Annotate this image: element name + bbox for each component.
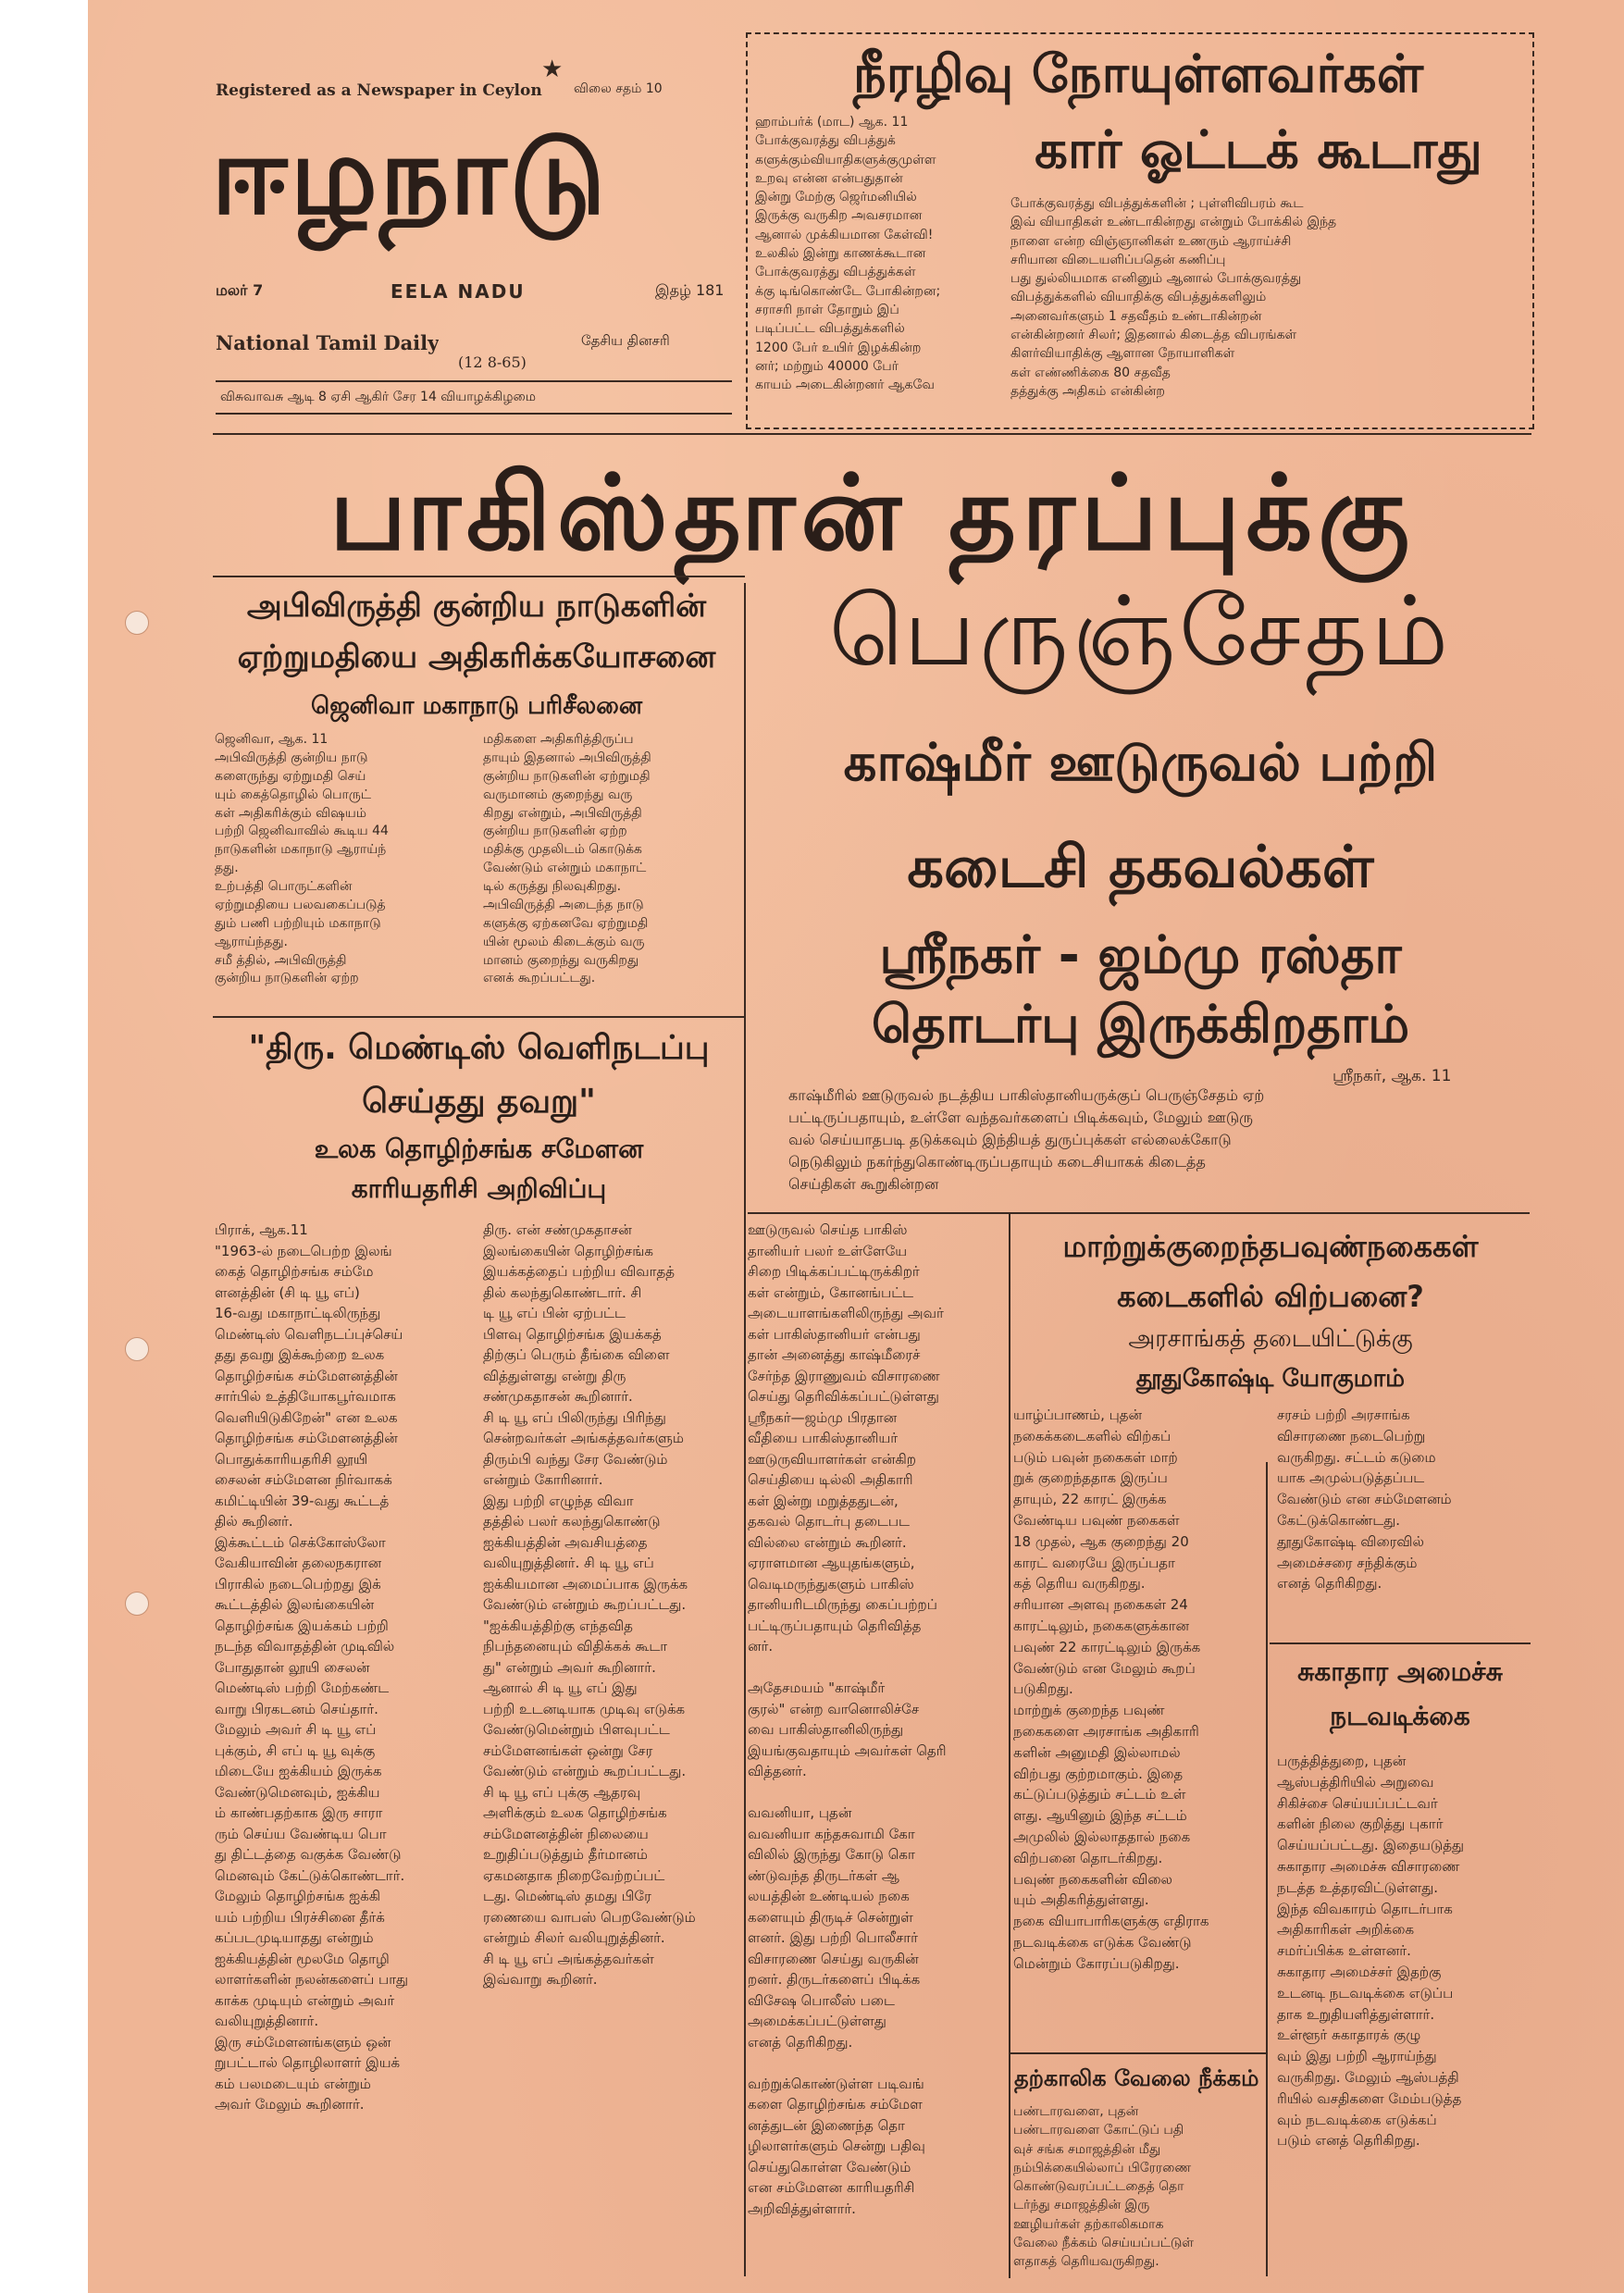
banner-subhead: காஷ்மீர் ஊடுருவல் பற்றி xyxy=(843,733,1438,793)
section-rule xyxy=(748,1212,1530,1214)
left-story-2-headline: செய்தது தவறு" xyxy=(362,1083,596,1121)
left-story-1-body: ஜெனிவா, ஆக. 11 அபிவிருத்தி குன்றிய நாடு களைருந்து ஏற்றுமதி செய் யும் கைத்தொழில் பொருட் கள் அதிகரிக்கும் விஷயம் பற்றி ஜெனிவாவில் கூடிய 44 நாடுகளின் மகாநாடு ஆராய்ந் தது. உற்பத்தி பொருட்களின் ஏற்றுமதியை பலவகைப்படுத் தும் பணி பற்றியும் மகாநாடு ஆராய்ந்தது. சமீ த்தில், அபிவிருத்தி குன்றிய நாடுகளின் ஏற்ற xyxy=(215,732,389,986)
masthead-dateline: விசுவாவசு ஆடி 8 ஏசி ஆகிர் சேர 14 வியாழக்கிழமை xyxy=(220,390,537,404)
banner-dateline: ஸ்ரீநகர், ஆக. 11 xyxy=(1333,1067,1452,1085)
masthead-title: ஈழநாடு xyxy=(211,116,608,239)
right-story-1-headline: கடைகளில் விற்பனை? xyxy=(1117,1279,1424,1314)
left-story-1-headline: அபிவிருத்தி குன்றிய நாடுகளின் xyxy=(246,588,707,625)
left-story-2-headline: "திரு. மெண்டிஸ் வெளிநடப்பு xyxy=(248,1029,710,1067)
top-story-body: ஹாம்பர்க் (மாட) ஆக. 11 போக்குவரத்து விபத்துக் களுக்கும்வியாதிகளுக்குமுள்ள உறவு என்ன என்பதுதான் இன்று மேற்கு ஜெர்மனியில் இருக்கு வருகிற அவசரமான ஆனால் முக்கியமான கேள்வி! உலகில் இன்று காணக்கூடான போக்குவரத்து விபத்துக்கள் க்கு டிங்கொண்டே போகின்றன; சராசரி நாள் தோறும் இப் படிப்பட்ட விபத்துக்களில் 1200 பேர் உயிர் இழக்கின்ற னர்; மற்றும் 40000 பேர் காயம் அடைகின்றனர் ஆகவே xyxy=(755,115,941,393)
section-rule xyxy=(213,576,745,577)
left-story-2-subhead: உலக தொழிற்சங்க சமேளன xyxy=(314,1134,644,1164)
right-story-1-headline: மாற்றுக்குறைந்தபவுண்நகைகள் xyxy=(1062,1229,1479,1264)
section-rule xyxy=(1010,2052,1268,2054)
column-rule xyxy=(744,583,746,2276)
section-rule xyxy=(213,1016,745,1018)
top-story-body: போக்குவரத்து விபத்துக்களின் ; புள்ளிவிபரம் கூட இவ் வியாதிகள் உண்டாகின்றது என்றும் போக்கில் இந்த நாளை என்ற விஞ்ஞானிகள் உணரும் ஆராய்ச்சி சரியான விடையளிப்பதென் கணிப்பு பது துல்லியமாக எனினும் ஆனால் போக்குவரத்து விபத்துக்களில் வியாதிக்கு விபத்துக்களிலும் அனைவர்களும் 1 சதவீதம் உண்டாகின்றன் என்கின்றனர் சிலர்; இதனால் கிடைத்த விபரங்கள் கிளர்வியாதிக்கு ஆளான நோயாளிகள் கள் எண்ணிக்கை 80 சதவீத தத்துக்கு அதிகம் என்கின்ற xyxy=(1010,196,1337,399)
punch-hole xyxy=(125,1337,149,1361)
left-story-1-headline: ஏற்றுமதியை அதிகரிக்கயோசனை xyxy=(237,638,716,676)
left-story-2-body: திரு. என் சண்முகதாசன் இலங்கையின் தொழிற்சங்க இயக்கத்தைப் பற்றிய விவாதத் தில் கலந்துகொண்டார். சி டி யூ எப் பின் ஏற்பட்ட பிளவு தொழிற்சங்க இயக்கத் திற்குப் பெரும் தீங்கை விளை வித்துள்ளது என்று திரு சண்முகதாசன் கூறினார். சி டி யூ எப் பிலிருந்து பிரிந்து சென்றவர்கள் அங்கத்தவர்களும் திரும்பி வந்து சேர வேண்டும் என்றும் கோரினார். இது பற்றி எழுந்த விவா தத்தில் பலர் கலந்துகொண்டு ஐக்கியத்தின் அவசியத்தை வலியுறுத்தினர். சி டி யூ எப் ஐக்கியமான அமைப்பாக இருக்க வேண்டும் என்றும் கூறப்பட்டது. "ஐக்கியத்திற்கு எந்தவித நிபந்தனையும் விதிக்கக் கூடா து" என்றும் அவர் கூறினார். ஆனால் சி டி யூ எப் இது பற்றி உடனடியாக முடிவு எடுக்க வேண்டுமென்றும் பிளவுபட்ட சம்மேளனங்கள் ஒன்று சேர வேண்டும் என்றும் கூறப்பட்டது. சி டி யூ எப் புக்கு ஆதரவு அளிக்கும் உலக தொழிற்சங்க சம்மேளனத்தின் நிலையை உறுதிப்படுத்தும் தீர்மானம் ஏகமனதாக நிறைவேற்றப்பட் டது. மெண்டிஸ் தமது பிரே ரணையை வாபஸ் பெறவேண்டும் என்றும் சிலர் வலியுறுத்தினர். சி டி யூ எப் அங்கத்தவர்கள் இவ்வாறு கூறினர். xyxy=(483,1221,696,1988)
main-banner-headline: பாகிஸ்தான் தரப்புக்கு xyxy=(329,453,1416,574)
right-story-1-body: யாழ்ப்பாணம், புதன் நகைக்கடைகளில் விற்கப் படும் பவுன் நகைகள் மாற் றுக் குறைந்ததாக இருப்ப தாயும், 22 காரட் இருக்க வேண்டிய பவுண் நகைகள் 18 முதல், ஆக குறைந்து 20 காரட் வரையே இருப்பதா கத் தெரிய வருகிறது. சரியான அளவு நகைகள் 24 காரட்டிலும், நகைகளுக்கான பவுண் 22 காரட்டிலும் இருக்க வேண்டும் என மேலும் கூறப் படுகிறது. மாற்றுக் குறைந்த பவுண் நகைகளை அரசாங்க அதிகாரி களின் அனுமதி இல்லாமல் விற்பது குற்றமாகும். இதை கட்டுப்படுத்தும் சட்டம் உள் ளது. ஆயினும் இந்த சட்டம் அமுலில் இல்லாததால் நகை விற்பனை தொடர்கிறது. பவுண் நகைகளின் விலை யும் அதிகரித்துள்ளது. நகை வியாபாரிகளுக்கு எதிராக நடவடிக்கை எடுக்க வேண்டு மென்றும் கோரப்படுகிறது. xyxy=(1013,1407,1209,1972)
main-banner-headline: பெருஞ்சேதம் xyxy=(828,575,1453,688)
english-name: EELA NADU xyxy=(391,280,526,303)
right-story-1-body: சரசம் பற்றி அரசாங்க விசாரணை நடைபெற்று வருகிறது. சட்டம் கடுமை யாக அமுல்படுத்தப்பட வேண்டும் என சம்மேளனம் கேட்டுக்கொண்டது. தூதுகோஷ்டி விரைவில் அமைச்சரை சந்திக்கும் எனத் தெரிகிறது. xyxy=(1277,1407,1452,1593)
price-note: விலை சதம் 10 xyxy=(574,81,663,96)
left-story-1-subhead: ஜெனிவா மகாநாடு பரிசீலனை xyxy=(310,692,643,720)
banner-subhead: தொடர்பு இருக்கிறதாம் xyxy=(871,995,1410,1055)
top-story-headline: கார் ஓட்டக் கூடாது xyxy=(1035,120,1482,180)
column-rule xyxy=(1266,1462,1268,1758)
masthead-rule xyxy=(216,413,732,415)
volume-number: மலர் 7 xyxy=(216,281,264,299)
masthead-rule xyxy=(216,380,732,382)
right-story-2-headline: சுகாதார அமைச்சு xyxy=(1297,1656,1503,1687)
star-icon: ★ xyxy=(541,56,564,83)
top-story-headline: நீரழிவு நோயுள்ளவர்கள் xyxy=(852,44,1424,105)
date-paren: (12 8-65) xyxy=(458,353,527,371)
right-story-1-subhead: அரசாங்கத் தடையிட்டுக்கு xyxy=(1128,1325,1413,1353)
issue-number: இதழ் 181 xyxy=(655,281,725,299)
section-rule xyxy=(1270,1642,1531,1644)
left-story-1-body: மதிகளை அதிகரித்திருப்ப தாயும் இதனால் அபிவிருத்தி குன்றிய நாடுகளின் ஏற்றுமதி வருமானம் குறைந்து வரு கிறது என்றும், அபிவிருத்தி குன்றிய நாடுகளின் ஏற்ற மதிக்கு முதலிடம் கொடுக்க வேண்டும் என்றும் மகாநாட் டில் கருத்து நிலவுகிறது. அபிவிருத்தி அடைந்த நாடு களுக்கு ஏற்கனவே ஏற்றுமதி யின் மூலம் கிடைக்கும் வரு மானம் குறைந்து வருகிறது எனக் கூறப்பட்டது. xyxy=(483,732,651,986)
banner-body: ஊடுருவல் செய்த பாகிஸ் தானியர் பலர் உள்ளேயே சிறை பிடிக்கப்பட்டிருக்கிறர் கள் என்றும், கோனங்பட்ட அடையாளங்களிலிருந்து அவர் கள் பாகிஸ்தானியர் என்பது தான் அனைத்து காஷ்மீரைச் சேர்ந்த இராணுவம் விசாரணை செய்து தெரிவிக்கப்பட்டுள்ளது ஸ்ரீநகர்—ஜம்மு பிரதான வீதியை பாகிஸ்தானியர் ஊடுருவியாளர்கள் என்கிற செய்தியை டில்லி அதிகாரி கள் இன்று மறுத்ததுடன், தகவல் தொடர்பு தடைபட வில்லை என்றும் கூறினர். ஏராளமான ஆயுதங்களும், வெடிமருந்துகளும் பாகிஸ் தானியரிடமிருந்து கைப்பற்றப் பட்டிருப்பதாயும் தெரிவித்த னர். அதேசமயம் "காஷ்மீர் குரல்" என்ற வானொலிச்சே வை பாகிஸ்தானிலிருந்து இயங்குவதாயும் அவர்கள் தெரி வித்தனர். வவனியா, புதன் வவனியா கந்தசுவாமி கோ விலில் இருந்து கோடு கொ ண்டுவந்த திருடர்கள் ஆ லயத்தின் உண்டியல் நகை களையும் திருடிச் சென்றுள் ளனர். இது பற்றி பொலீசார் விசாரணை செய்து வருகின் றனர். திருடர்களைப் பிடிக்க விசேஷ பொலீஸ் படை அமைக்கப்பட்டுள்ளது எனத் தெரிகிறது. வற்றுக்கொண்டுள்ள படிவங் களை தொழிற்சங்க சம்மேள னத்துடன் இணைந்த தொ ழிலாளர்களும் சென்று பதிவு செய்துகொள்ள வேண்டும் என சம்மேளன காரியதரிசி அறிவித்துள்ளார். xyxy=(748,1221,947,2217)
punch-hole xyxy=(125,1592,149,1616)
punch-hole xyxy=(125,611,149,635)
left-story-2-subhead: காரியதரிசி அறிவிப்பு xyxy=(351,1173,607,1204)
right-story-1-subhead: தூதுகோஷ்டி யோகுமாம் xyxy=(1135,1365,1406,1393)
bottom-story-body: பண்டாரவளை, புதன் பண்டாரவளை கோட்டுப் பதி வுச் சங்க சமாஜத்தின் மீது நம்பிக்கையில்லாப் பிரேரணை கொண்டுவரப்பட்டதைத் தொ டர்ந்து சமாஜத்தின் இரு ஊழியர்கள் தற்காலிகமாக வேலை நீக்கம் செய்யப்பட்டுள் ளதாகத் தெரியவருகிறது. xyxy=(1013,2104,1195,2270)
registered-note: Registered as a Newspaper in Ceylon xyxy=(216,81,542,100)
right-story-2-headline: நடவடிக்கை xyxy=(1330,1701,1470,1731)
national-label: National Tamil Daily xyxy=(216,331,440,354)
banner-lead: காஷ்மீரில் ஊடுருவல் நடத்திய பாகிஸ்தானியருக்குப் பெருஞ்சேதம் ஏற் பட்டிருப்பதாயும், உள்ளே வந்தவர்களைப் பிடிக்கவும், மேலும் ஊடுரு வல் செய்யாதபடி தடுக்கவும் இந்தியத் துருப்புக்கள் எல்லைக்கோடு நெடுகிலும் நகர்ந்துகொண்டிருப்பதாயும் கடைசியாகக் கிடைத்த செய்திகள் கூறுகின்றன xyxy=(788,1086,1265,1193)
left-story-2-body: பிராக், ஆக.11 "1963-ல் நடைபெற்ற இலங் கைத் தொழிற்சங்க சம்மே ளனத்தின் (சி டி யூ எப்) 16-வது மகாநாட்டிலிருந்து மெண்டிஸ் வெளிநடப்புச்செய் தது தவறு இக்கூற்றை உலக தொழிற்சங்க சம்மேளனத்தின் சார்பில் உத்தியோகபூர்வமாக வெளியிடுகிறேன்" என உலக தொழிற்சங்க சம்மேளனத்தின் பொதுக்காரியதரிசி லூயி சைலன் சம்மேளன நிர்வாகக் கமிட்டியின் 39-வது கூட்டத் தில் கூறினர். இக்கூட்டம் செக்கோஸ்லோ வேகியாவின் தலைநகரான பிராகில் நடைபெற்றது இக் கூட்டத்தில் இலங்கையின் தொழிற்சங்க இயக்கம் பற்றி நடந்த விவாதத்தின் முடிவில் போதுதான் லூயி சைலன் மெண்டிஸ் பற்றி மேற்கண்ட வாறு பிரகடனம் செய்தார். மேலும் அவர் சி டி யூ எப் புக்கும், சி எப் டி யூ வுக்கு மிடையே ஐக்கியம் இருக்க வேண்டுமெனவும், ஐக்கிய ம் காண்பதற்காக இரு சாரா ரும் செய்ய வேண்டிய பொ து திட்டத்தை வகுக்க வேண்டு மெனவும் கேட்டுக்கொண்டார். மேலும் தொழிற்சங்க ஐக்கி யம் பற்றிய பிரச்சினை தீர்க் கப்படமுடியாதது என்றும் ஐக்கியத்தின் மூலமே தொழி லாளர்களின் நலன்களைப் பாது காக்க முடியும் என்றும் அவர் வலியுறுத்தினார். இரு சம்மேளனங்களும் ஒன் றுபட்டால் தொழிலாளர் இயக் கம் பலமடையும் என்றும் அவர் மேலும் கூறினார். xyxy=(215,1221,409,2113)
banner-rule xyxy=(213,433,1531,435)
right-story-2-body: பருத்தித்துறை, புதன் ஆஸ்பத்திரியில் அறுவை சிகிச்சை செய்யப்பட்டவர் களின் நிலை குறித்து புகார் செய்யப்பட்டது. இதையடுத்து சுகாதார அமைச்சு விசாரணை நடத்த உத்தரவிட்டுள்ளது. இந்த விவகாரம் தொடர்பாக அதிகாரிகள் அறிக்கை சமர்ப்பிக்க உள்ளனர். சுகாதார அமைச்சர் இதற்கு உடனடி நடவடிக்கை எடுப்ப தாக உறுதியளித்துள்ளார். உள்ளூர் சுகாதாரக் குழு வும் இது பற்றி ஆராய்ந்து வருகிறது. மேலும் ஆஸ்பத்தி ரியில் வசதிகளை மேம்படுத்த வும் நடவடிக்கை எடுக்கப் படும் எனத் தெரிகிறது. xyxy=(1277,1753,1465,2150)
banner-subhead: ஸ்ரீநகர் - ஜம்மு ரஸ்தா xyxy=(879,925,1402,985)
column-rule xyxy=(1266,1758,1268,2276)
banner-subhead: கடைசி தகவல்கள் xyxy=(907,833,1374,900)
desiya-label: தேசிய தினசரி xyxy=(581,332,670,349)
bottom-story-headline: தற்காலிக வேலை நீக்கம் xyxy=(1014,2065,1259,2091)
